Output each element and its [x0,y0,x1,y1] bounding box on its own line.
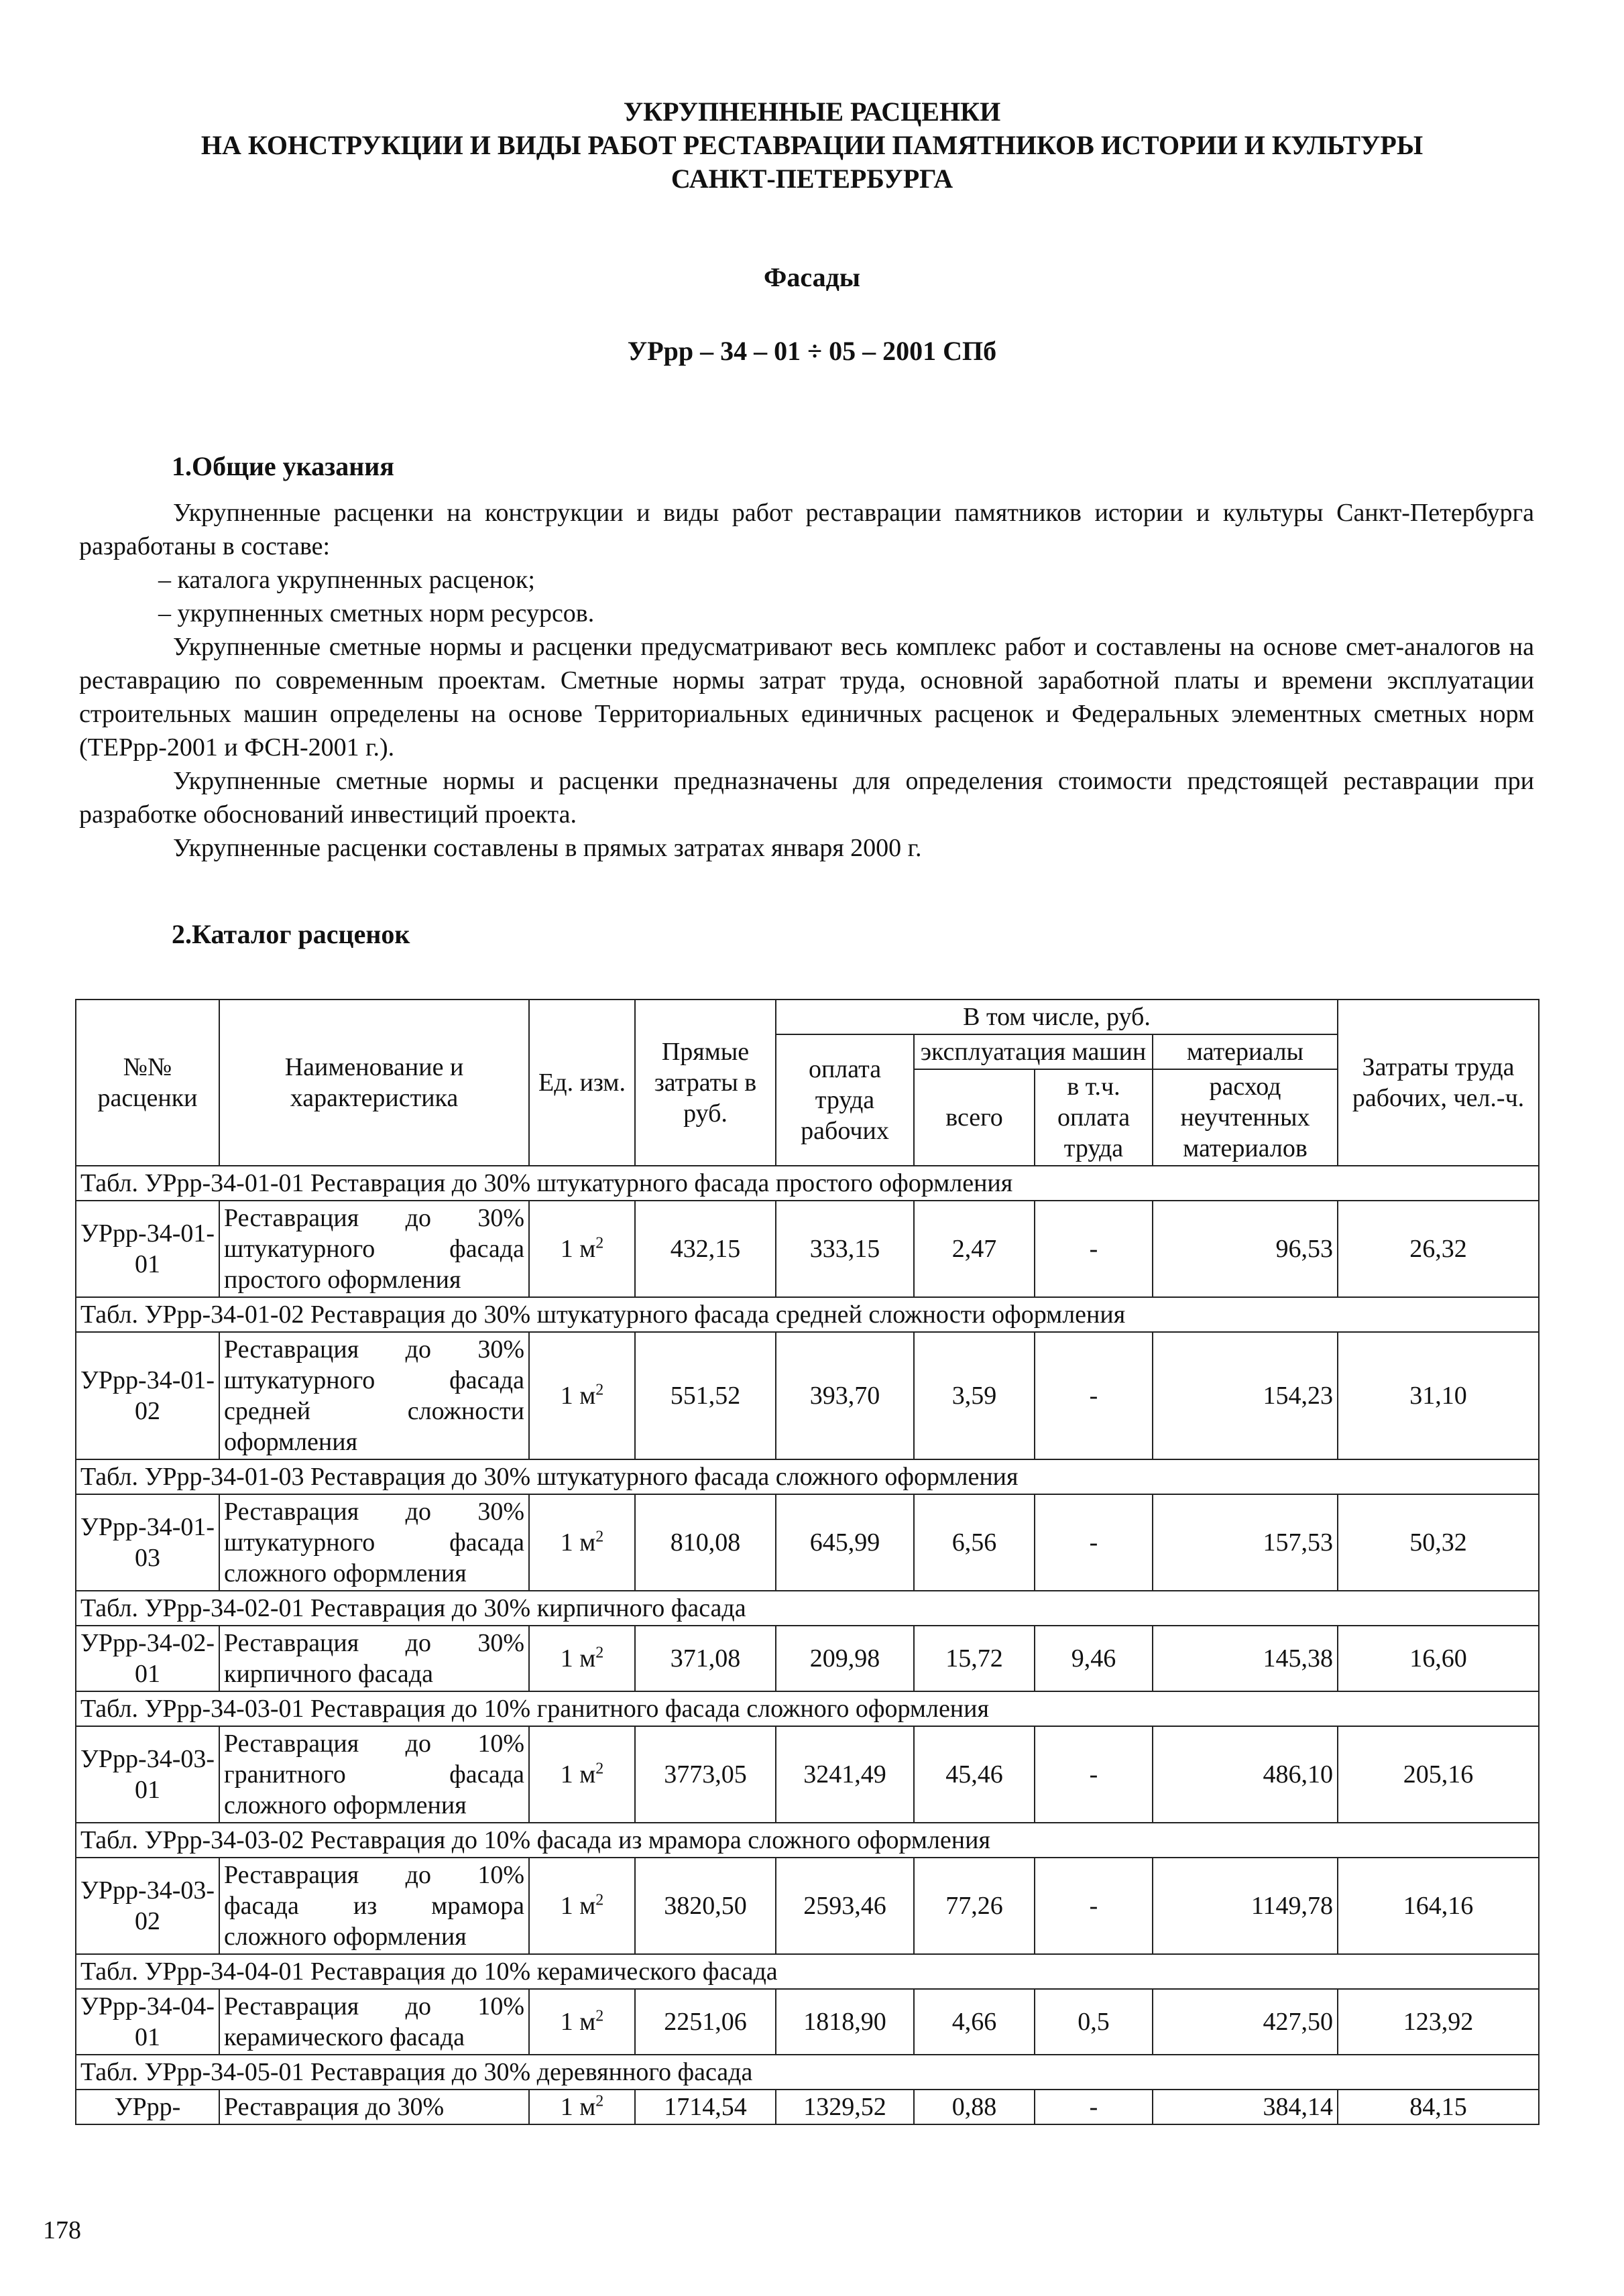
table-section-title: Табл. УРрр-34-01-02 Реставрация до 30% штукатурного фасада средней сложности оформления [76,1297,1539,1332]
table-section-row [76,1954,1539,1989]
table-section-row [76,1297,1539,1332]
machines-total-cell: 0,88 [914,2090,1035,2124]
rate-code-cell: УРрр-34-03-01 [76,1726,219,1823]
table-section-title: Табл. УРрр-34-04-01 Реставрация до 10% керамического фасада [76,1954,1539,1989]
document-title [0,95,1624,196]
unit-cell [529,1332,635,1459]
unit-cell [529,2090,635,2124]
table-section-row [76,1823,1539,1858]
direct-costs-cell: 2251,06 [635,1989,776,2055]
materials-cell: 1149,78 [1153,1858,1338,1954]
materials-cell: 157,53 [1153,1494,1338,1591]
labor-cell: 164,16 [1338,1858,1539,1954]
labor-cell: 205,16 [1338,1726,1539,1823]
document-code: УРрр – 34 – 01 ÷ 05 – 2001 СПб [627,336,997,366]
direct-costs-cell: 3820,50 [635,1858,776,1954]
wage-cell: 1329,52 [776,2090,914,2124]
rate-code-cell: УРрр-34-04-01 [76,1989,219,2055]
unit-text: 1 м [560,1382,596,1410]
rate-code-cell: УРрр-34-03-02 [76,1858,219,1954]
unit-cell [529,1494,635,1591]
title-line: НА КОНСТРУКЦИИ И ВИДЫ РАБОТ РЕСТАВРАЦИИ ПАМЯТНИКОВ ИСТОРИИ И КУЛЬТУРЫ [200,130,1424,160]
direct-costs-cell: 1714,54 [635,2090,776,2124]
table-row [76,1201,1539,1297]
table-row [76,1989,1539,2055]
table-section-title: Табл. УРрр-34-03-01 Реставрация до 10% гранитного фасада сложного оформления [76,1691,1539,1726]
header-direct-costs: Прямые затраты в руб. [635,1000,776,1166]
machines-total-cell: 77,26 [914,1858,1035,1954]
title-line: УКРУПНЕННЫЕ РАСЦЕНКИ [623,97,1001,127]
table-section-title: Табл. УРрр-34-01-03 Реставрация до 30% штукатурного фасада сложного оформления [76,1459,1539,1494]
machines-wage-cell: - [1035,1332,1153,1459]
paragraph: Укрупненные расценки составлены в прямых затратах января 2000 г. [173,834,922,862]
unit-text: 1 м [560,1644,596,1673]
machines-total-cell: 15,72 [914,1626,1035,1691]
materials-cell: 427,50 [1153,1989,1338,2055]
direct-costs-cell: 3773,05 [635,1726,776,1823]
paragraph: Укрупненные сметные нормы и расценки предназначены для определения стоимости предстоящей реставрации при разработке обоснований инвестиций проекта. [79,767,1534,829]
unit-superscript: 2 [595,2007,604,2025]
header-materials: материалы [1153,1034,1338,1069]
wage-cell: 1818,90 [776,1989,914,2055]
wage-cell: 645,99 [776,1494,914,1591]
direct-costs-cell: 551,52 [635,1332,776,1459]
table-row [76,1494,1539,1591]
unit-text: 1 м [560,2008,596,2036]
rate-name-cell: Реставрация до 30% [219,2090,529,2124]
rate-code-cell: УРрр- [76,2090,219,2124]
unit-cell [529,1726,635,1823]
wage-cell: 333,15 [776,1201,914,1297]
labor-cell: 16,60 [1338,1626,1539,1691]
wage-cell: 209,98 [776,1626,914,1691]
general-instructions [79,496,1534,865]
rate-name-cell: Реставрация до 30% кирпичного фасада [219,1626,529,1691]
list-item: – каталога укрупненных расценок; [158,566,535,594]
table-section-row [76,1691,1539,1726]
document-subtitle: Фасады [763,262,861,292]
unit-cell [529,1201,635,1297]
table-section-row [76,1591,1539,1626]
unit-cell [529,1858,635,1954]
machines-wage-cell: - [1035,1201,1153,1297]
direct-costs-cell: 432,15 [635,1201,776,1297]
section-heading-general: 1.Общие указания [172,451,394,481]
header-unit: Ед. изм. [529,1000,635,1166]
rate-name-cell: Реставрация до 10% фасада из мрамора сложного оформления [219,1858,529,1954]
rate-name-cell: Реставрация до 30% штукатурного фасада простого оформления [219,1201,529,1297]
materials-cell: 486,10 [1153,1726,1338,1823]
labor-cell: 123,92 [1338,1989,1539,2055]
table-row [76,1858,1539,1954]
materials-cell: 384,14 [1153,2090,1338,2124]
labor-cell: 50,32 [1338,1494,1539,1591]
wage-cell: 3241,49 [776,1726,914,1823]
direct-costs-cell: 810,08 [635,1494,776,1591]
machines-total-cell: 4,66 [914,1989,1035,2055]
rate-code-cell: УРрр-34-01-02 [76,1332,219,1459]
header-wage: оплата труда рабочих [776,1034,914,1166]
unit-text: 1 м [560,2093,596,2121]
rate-name-cell: Реставрация до 10% гранитного фасада сложного оформления [219,1726,529,1823]
unit-text: 1 м [560,1892,596,1920]
unit-text: 1 м [560,1760,596,1789]
unit-text: 1 м [560,1528,596,1557]
unit-superscript: 2 [595,2092,604,2110]
header-num: №№ расценки [76,1000,219,1166]
unit-text: 1 м [560,1235,596,1263]
rate-name-cell: Реставрация до 10% керамического фасада [219,1989,529,2055]
table-row [76,1332,1539,1459]
paragraph: Укрупненные сметные нормы и расценки предусматривают весь комплекс работ и составлены на основе смет-аналогов на реставрацию по современным проектам. Сметные нормы затрат труда, основной заработной платы и времени эксплуатации строительных машин определены на основе Территориальных единичных расценок и Федеральных элементных сметных норм (ТЕРрр-2001 и ФСН-2001 г.). [79,633,1534,762]
machines-total-cell: 2,47 [914,1201,1035,1297]
table-row [76,1626,1539,1691]
machines-wage-cell: - [1035,1494,1153,1591]
table-row [76,1726,1539,1823]
rate-name-cell: Реставрация до 30% штукатурного фасада средней сложности оформления [219,1332,529,1459]
table-body [76,1166,1539,2124]
unit-superscript: 2 [595,1891,604,1909]
wage-cell: 2593,46 [776,1858,914,1954]
table-section-title: Табл. УРрр-34-02-01 Реставрация до 30% кирпичного фасада [76,1591,1539,1626]
unit-cell [529,1989,635,2055]
machines-wage-cell: - [1035,2090,1153,2124]
list-item: – укрупненных сметных норм ресурсов. [158,599,595,627]
header-labor-costs: Затраты труда рабочих, чел.-ч. [1338,1000,1539,1166]
header-including: В том числе, руб. [776,1000,1338,1034]
labor-cell: 31,10 [1338,1332,1539,1459]
table-section-title: Табл. УРрр-34-01-01 Реставрация до 30% штукатурного фасада простого оформления [76,1166,1539,1201]
table-row [76,2090,1539,2124]
paragraph: Укрупненные расценки на конструкции и виды работ реставрации памятников истории и культуры Санкт-Петербурга разработаны в составе: [79,499,1534,560]
rate-code-cell: УРрр-34-01-01 [76,1201,219,1297]
materials-cell: 145,38 [1153,1626,1338,1691]
unit-superscript: 2 [595,1381,604,1399]
machines-total-cell: 3,59 [914,1332,1035,1459]
unit-cell [529,1626,635,1691]
materials-cell: 154,23 [1153,1332,1338,1459]
unit-superscript: 2 [595,1528,604,1546]
wage-cell: 393,70 [776,1332,914,1459]
header-machines-wage: в т.ч. оплата труда [1035,1069,1153,1166]
rate-code-cell: УРрр-34-01-03 [76,1494,219,1591]
unit-superscript: 2 [595,1760,604,1778]
section-heading-catalog: 2.Каталог расценок [172,919,410,949]
title-line: САНКТ-ПЕТЕРБУРГА [671,164,953,194]
machines-total-cell: 45,46 [914,1726,1035,1823]
unit-superscript: 2 [595,1644,604,1662]
header-machines: эксплуатация машин [914,1034,1153,1069]
labor-cell: 84,15 [1338,2090,1539,2124]
direct-costs-cell: 371,08 [635,1626,776,1691]
table-section-row [76,1166,1539,1201]
machines-wage-cell: - [1035,1858,1153,1954]
table-section-title: Табл. УРрр-34-05-01 Реставрация до 30% деревянного фасада [76,2055,1539,2090]
table-section-row [76,1459,1539,1494]
machines-total-cell: 6,56 [914,1494,1035,1591]
header-materials-unaccounted: расход неучтенных материалов [1153,1069,1338,1166]
header-machines-total: всего [914,1069,1035,1166]
labor-cell: 26,32 [1338,1201,1539,1297]
materials-cell: 96,53 [1153,1201,1338,1297]
unit-superscript: 2 [595,1234,604,1252]
rate-name-cell: Реставрация до 30% штукатурного фасада сложного оформления [219,1494,529,1591]
table-section-title: Табл. УРрр-34-03-02 Реставрация до 10% фасада из мрамора сложного оформления [76,1823,1539,1858]
rates-catalog-table [75,999,1540,2125]
machines-wage-cell: - [1035,1726,1153,1823]
header-name: Наименование и характеристика [219,1000,529,1166]
rate-code-cell: УРрр-34-02-01 [76,1626,219,1691]
page-number: 178 [43,2216,81,2244]
machines-wage-cell: 9,46 [1035,1626,1153,1691]
table-section-row [76,2055,1539,2090]
machines-wage-cell: 0,5 [1035,1989,1153,2055]
